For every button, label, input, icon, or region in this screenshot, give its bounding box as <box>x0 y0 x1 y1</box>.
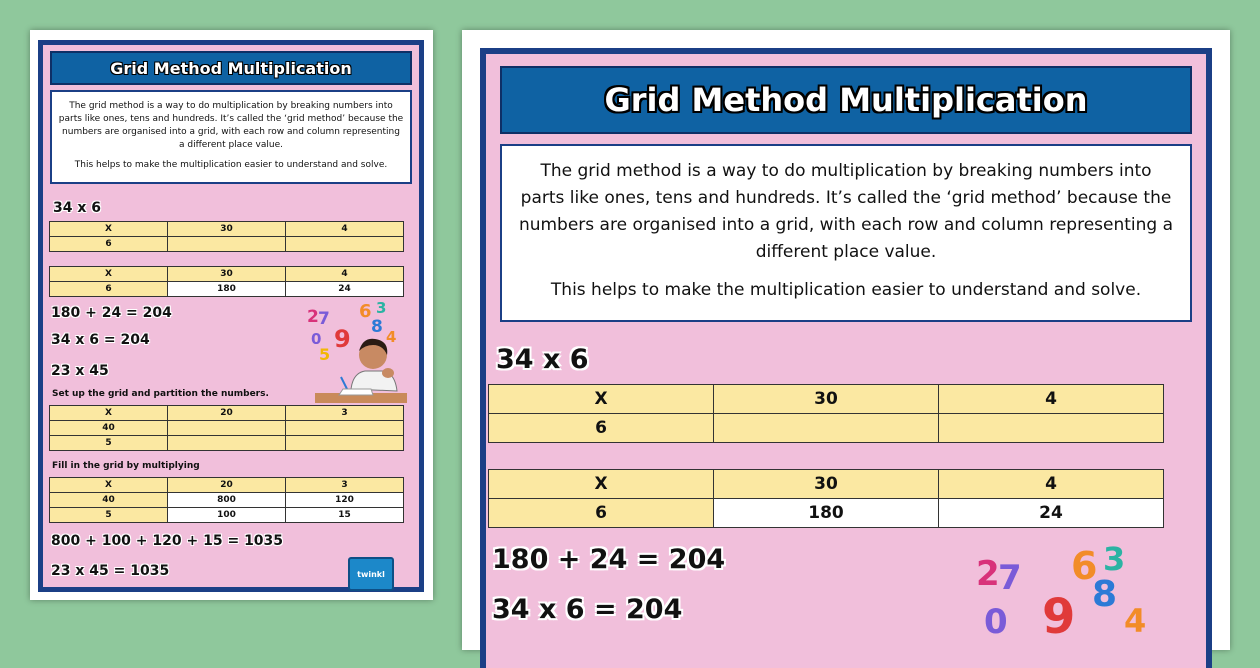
intro-paragraph: The grid method is a way to do multiplication by breaking numbers into parts like ones, tens and hundreds. It’s called the ‘grid method’ because the numbers are organised into a grid, with each row and column representing a different place value. <box>58 101 404 150</box>
grid-cell: X <box>50 478 168 493</box>
poster-title: Grid Method Multiplication <box>604 81 1088 119</box>
intro-box <box>500 144 1192 322</box>
grid-cell: 40 <box>50 493 168 508</box>
table-row <box>489 385 1164 414</box>
decor-digit: 0 <box>311 330 322 348</box>
grid-cell: 40 <box>50 421 168 436</box>
table-row <box>50 237 404 252</box>
answer-equation: 34 x 6 = 204 <box>51 332 150 348</box>
grid-empty <box>488 384 1164 443</box>
poster-zoomed <box>462 30 1230 650</box>
sum-equation: 180 + 24 = 204 <box>492 544 726 575</box>
grid-empty <box>49 221 404 252</box>
grid-cell: 120 <box>286 493 404 508</box>
intro-box <box>50 90 412 184</box>
grid-cell: X <box>489 470 714 499</box>
table-row <box>489 470 1164 499</box>
decor-digit: 7 <box>318 309 330 329</box>
table-row <box>489 414 1164 443</box>
grid-cell: 5 <box>50 508 168 523</box>
decor-digit: 6 <box>1071 544 1098 588</box>
poster-background <box>486 54 1206 668</box>
decor-digit: 7 <box>998 558 1022 598</box>
table-row <box>50 267 404 282</box>
grid-cell: 800 <box>168 493 286 508</box>
grid-cell: 6 <box>50 282 168 297</box>
decor-digit: 8 <box>1092 574 1118 615</box>
poster-title: Grid Method Multiplication <box>110 58 352 78</box>
grid-cell <box>286 436 404 451</box>
decor-digit: 9 <box>1042 589 1076 645</box>
decor-digit: 5 <box>319 345 331 364</box>
grid-cell: 30 <box>714 470 939 499</box>
decor-digit: 6 <box>359 301 372 322</box>
decor-digit: 4 <box>386 328 397 346</box>
answer-equation: 34 x 6 = 204 <box>492 594 683 625</box>
answer-equation: 23 x 45 = 1035 <box>51 563 170 579</box>
decor-digit: 9 <box>334 325 351 353</box>
grid-cell: 4 <box>286 222 404 237</box>
grid-filled <box>49 477 404 523</box>
grid-cell: 100 <box>168 508 286 523</box>
example-heading: 34 x 6 <box>496 344 589 375</box>
poster-frame <box>480 48 1212 668</box>
grid-filled <box>488 469 1164 528</box>
grid-cell: 6 <box>50 237 168 252</box>
grid-cell <box>168 237 286 252</box>
table-row <box>50 421 404 436</box>
grid-cell <box>168 436 286 451</box>
step-note: Fill in the grid by multiplying <box>52 461 200 471</box>
poster-frame <box>38 40 424 592</box>
grid-filled <box>49 266 404 297</box>
table-row <box>50 478 404 493</box>
grid-cell <box>939 414 1164 443</box>
decor-digit: 2 <box>307 307 319 327</box>
grid-cell: 180 <box>168 282 286 297</box>
grid-cell: 3 <box>286 478 404 493</box>
grid-cell: 6 <box>489 414 714 443</box>
grid-cell: 30 <box>168 222 286 237</box>
grid-cell: 20 <box>168 478 286 493</box>
table-row <box>50 406 404 421</box>
grid-cell: 20 <box>168 406 286 421</box>
table-row <box>50 493 404 508</box>
table-row <box>50 222 404 237</box>
grid-cell: X <box>50 406 168 421</box>
table-row <box>489 499 1164 528</box>
grid-cell: 24 <box>939 499 1164 528</box>
grid-cell <box>286 237 404 252</box>
grid-cell: 15 <box>286 508 404 523</box>
grid-cell: 5 <box>50 436 168 451</box>
boy-thinking-illustration <box>313 333 409 409</box>
sum-equation: 180 + 24 = 204 <box>51 305 172 321</box>
decor-digit: 0 <box>984 602 1008 642</box>
grid-cell <box>714 414 939 443</box>
grid-cell <box>168 421 286 436</box>
grid-cell: 4 <box>939 470 1164 499</box>
grid-cell: X <box>50 222 168 237</box>
title-bar <box>500 66 1192 134</box>
poster-background <box>43 45 419 587</box>
table-row <box>50 282 404 297</box>
intro-paragraph: The grid method is a way to do multiplication by breaking numbers into parts like ones, tens and hundreds. It’s called the ‘grid method’ because the numbers are organised into a grid, with each row and column representing a different place value. <box>518 161 1174 262</box>
example-heading: 34 x 6 <box>53 200 102 216</box>
intro-paragraph: This helps to make the multiplication easier to understand and solve. <box>550 280 1142 300</box>
grid-empty <box>49 405 404 451</box>
title-bar <box>50 51 412 85</box>
grid-cell: 24 <box>286 282 404 297</box>
grid-cell: 6 <box>489 499 714 528</box>
example-heading: 23 x 45 <box>51 363 109 379</box>
grid-cell: 180 <box>714 499 939 528</box>
decor-digit: 4 <box>1124 602 1147 640</box>
step-note: Set up the grid and partition the numbers. <box>52 389 269 399</box>
decor-digit: 3 <box>376 299 387 317</box>
poster-thumbnail <box>30 30 433 600</box>
grid-cell: 30 <box>714 385 939 414</box>
grid-cell: 3 <box>286 406 404 421</box>
grid-cell: 4 <box>286 267 404 282</box>
grid-cell <box>286 421 404 436</box>
grid-cell: 4 <box>939 385 1164 414</box>
table-row <box>50 436 404 451</box>
grid-cell: X <box>50 267 168 282</box>
table-row <box>50 508 404 523</box>
sum-equation: 800 + 100 + 120 + 15 = 1035 <box>51 533 284 549</box>
grid-cell: X <box>489 385 714 414</box>
twinkl-logo: twinkl <box>348 557 394 591</box>
decor-digit: 3 <box>1103 540 1126 578</box>
intro-paragraph: This helps to make the multiplication easier to understand and solve. <box>74 160 388 170</box>
decor-digit: 2 <box>976 554 1000 594</box>
grid-cell: 30 <box>168 267 286 282</box>
decor-digit: 8 <box>371 317 383 337</box>
